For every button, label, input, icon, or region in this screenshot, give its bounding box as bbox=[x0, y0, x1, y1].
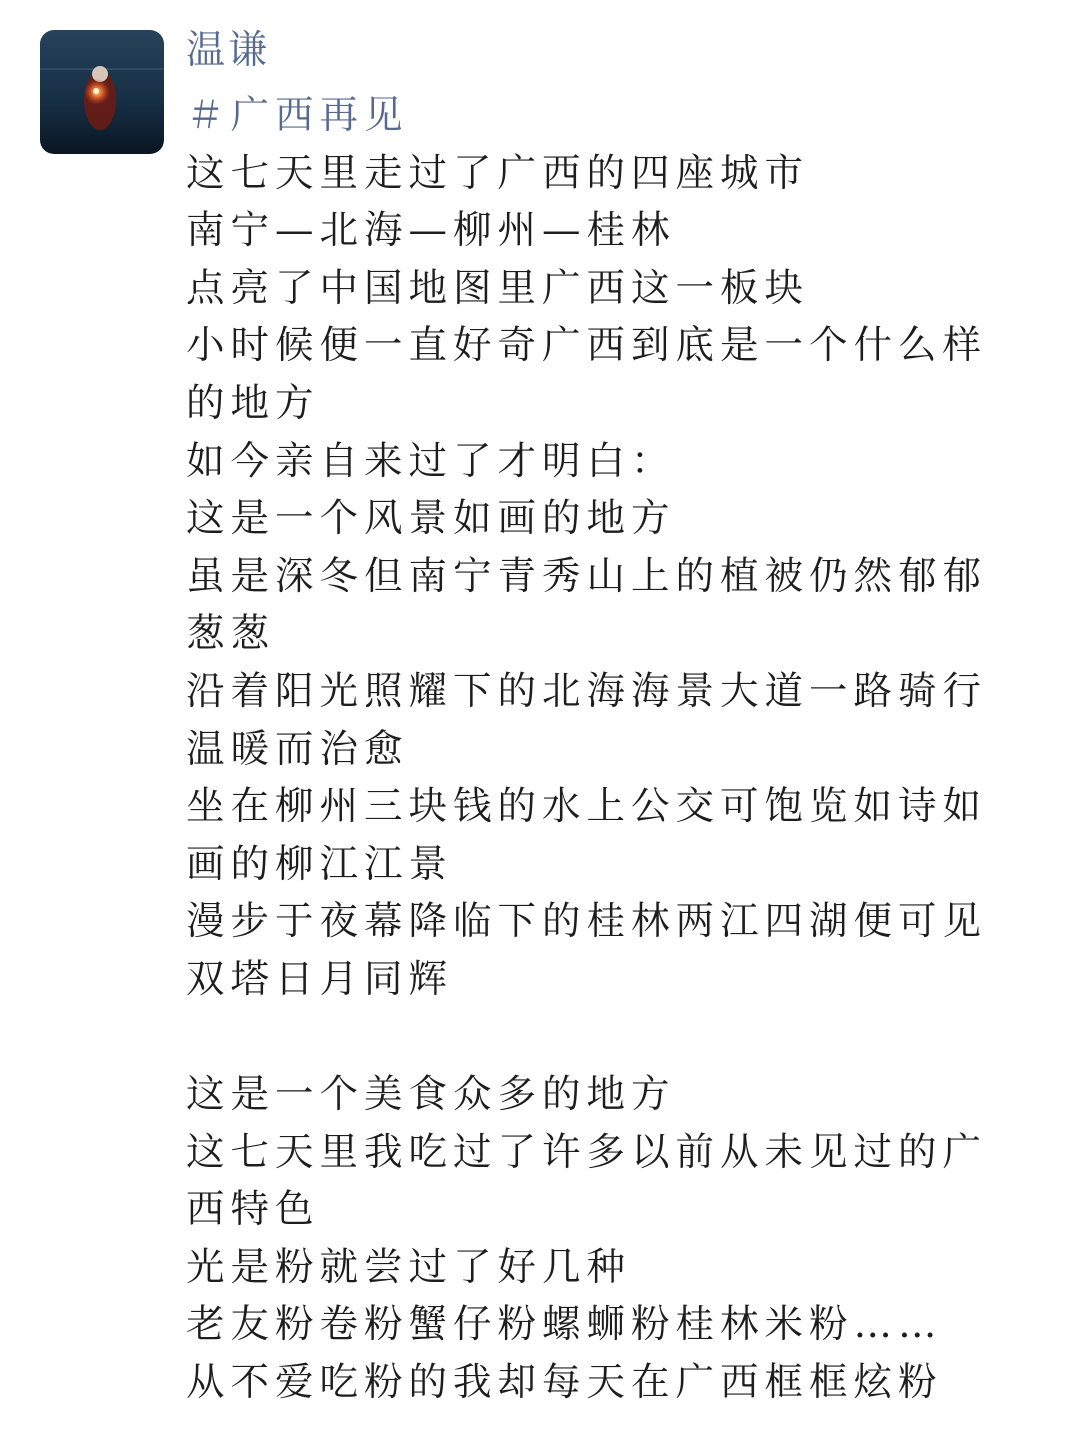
text-line: 虽是深冬但南宁青秀山上的植被仍然郁郁 bbox=[186, 553, 988, 599]
blank-line bbox=[186, 1009, 1036, 1067]
text-line: 沿着阳光照耀下的北海海景大道一路骑行 bbox=[186, 668, 988, 714]
author-avatar[interactable] bbox=[40, 30, 164, 154]
text-line: 的地方 bbox=[186, 380, 320, 426]
avatar-photo-icon bbox=[40, 30, 164, 154]
text-line: 漫步于夜幕降临下的桂林两江四湖便可见 bbox=[186, 899, 988, 945]
text-line: 坐在柳州三块钱的水上公交可饱览如诗如 bbox=[186, 784, 988, 830]
text-line: 老友粉卷粉蟹仔粉螺蛳粉桂林米粉…… bbox=[186, 1302, 943, 1348]
text-line: 南宁—北海—柳州—桂林 bbox=[186, 208, 676, 254]
text-line: 画的柳江江景 bbox=[186, 841, 454, 887]
text-line: 光是粉就尝过了好几种 bbox=[186, 1244, 632, 1290]
author-name[interactable]: 温谦 bbox=[186, 28, 271, 73]
text-line: 这七天里走过了广西的四座城市 bbox=[186, 150, 810, 196]
topic-tag[interactable]: ＃广西再见 bbox=[186, 93, 409, 138]
text-line: 小时候便一直好奇广西到底是一个什么样 bbox=[186, 323, 988, 369]
post-body bbox=[186, 145, 1036, 1412]
post-content bbox=[186, 87, 1036, 1412]
text-line: 这是一个美食众多的地方 bbox=[186, 1072, 676, 1118]
text-line: 西特色 bbox=[186, 1187, 320, 1233]
text-line: 温暖而治愈 bbox=[186, 726, 409, 772]
text-line: 从不爱吃粉的我却每天在广西框框炫粉 bbox=[186, 1360, 943, 1406]
text-line: 这是一个风景如画的地方 bbox=[186, 496, 676, 542]
text-line: 如今亲自来过了才明白： bbox=[186, 438, 676, 484]
text-line: 这七天里我吃过了许多以前从未见过的广 bbox=[186, 1129, 988, 1175]
text-line: 点亮了中国地图里广西这一板块 bbox=[186, 265, 810, 311]
text-line: 双塔日月同辉 bbox=[186, 956, 454, 1002]
text-line: 葱葱 bbox=[186, 611, 276, 657]
